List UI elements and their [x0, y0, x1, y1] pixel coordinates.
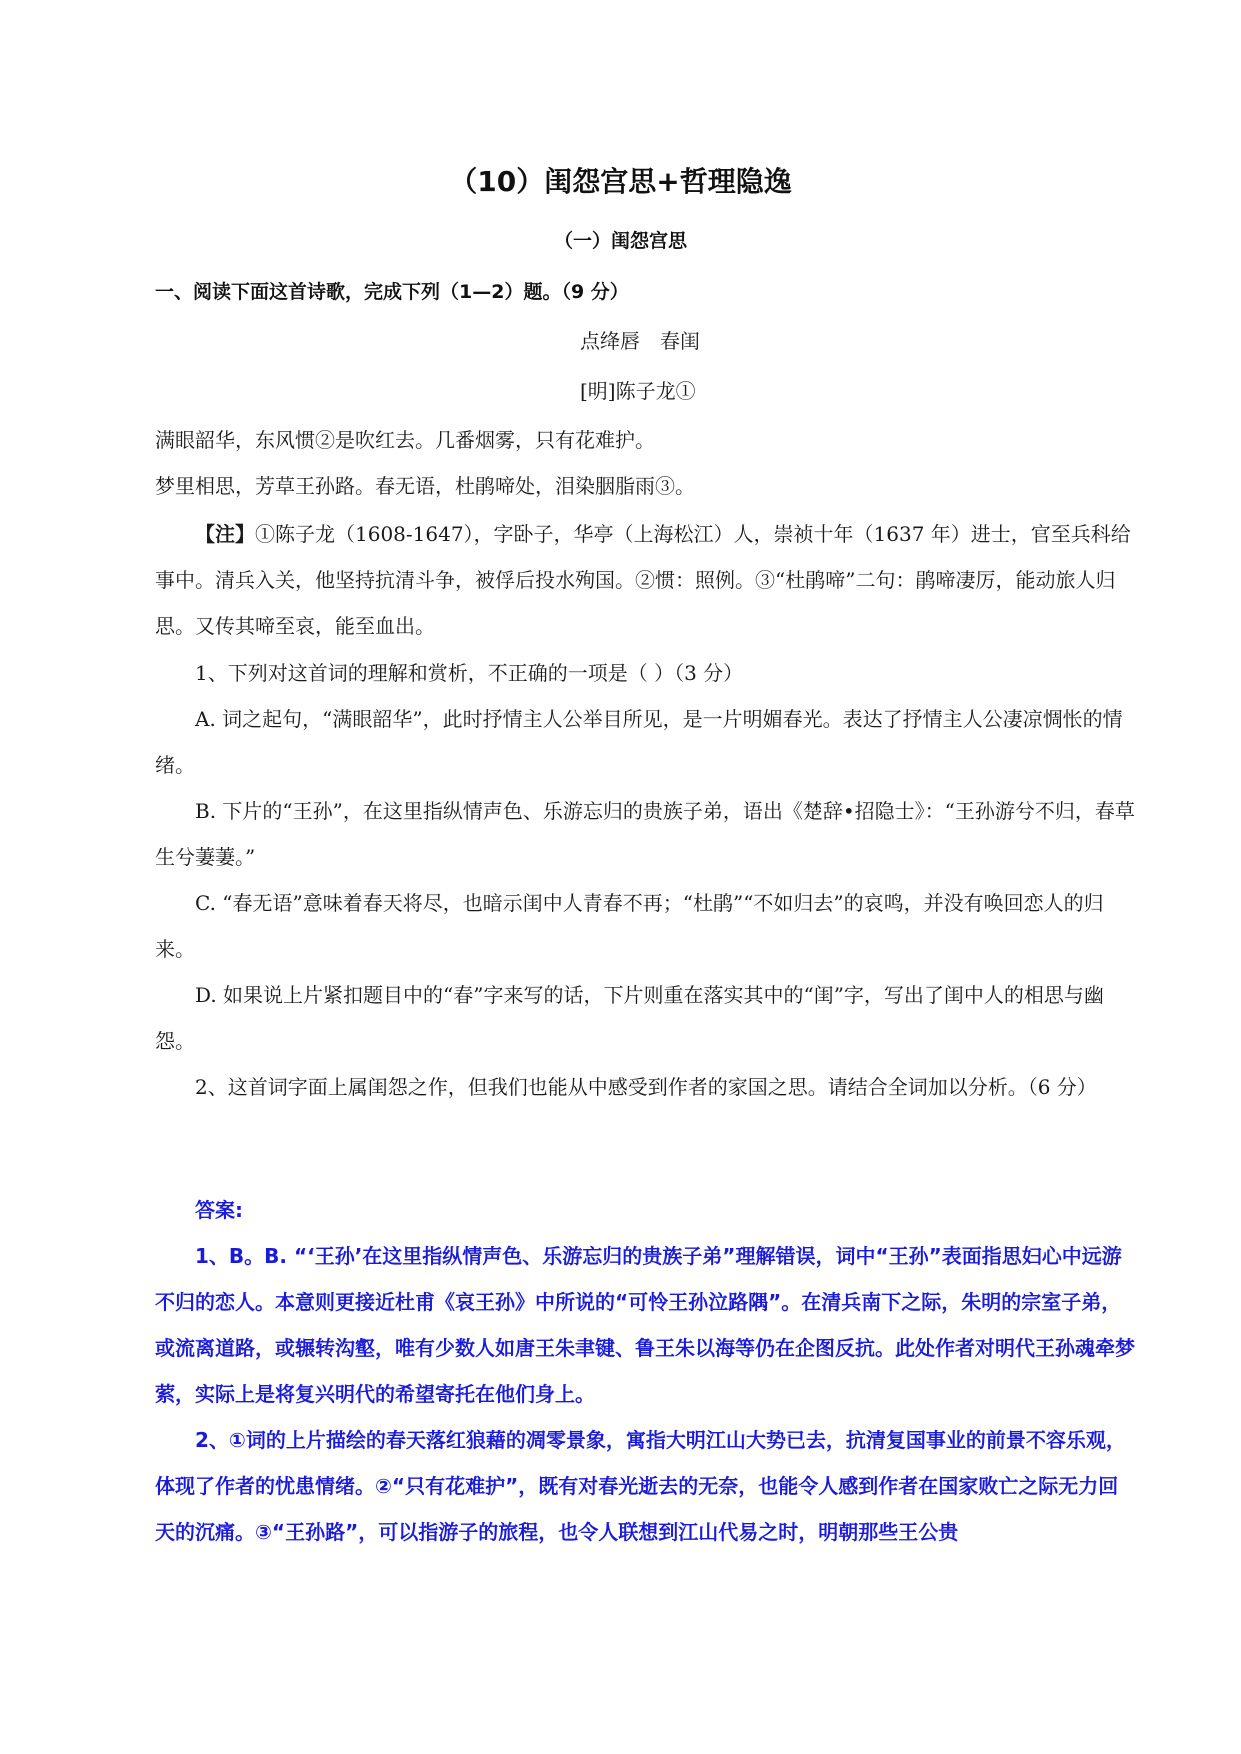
question-stem: 1、下列对这首词的理解和赏析，不正确的一项是（ ）（3 分） [195, 661, 744, 685]
note-label: 【注】 [195, 522, 255, 546]
option-d: D. 如果说上片紧扣题目中的“春”字来写的话，下片则重在落实其中的“闺”字，写出了闺中人的相思与幽怨。 [155, 983, 1104, 1053]
section-subtitle: （一）闺怨宫思 [553, 230, 687, 252]
poem-line: 梦里相思，芳草王孙路。春无语，杜鹃啼处，泪染胭脂雨③。 [155, 474, 695, 498]
poem-line: 满眼韶华，东风惯②是吹红去。几番烟雾，只有花难护。 [155, 428, 655, 452]
poem-author: [明]陈子龙① [580, 379, 696, 403]
note-paragraph [155, 511, 1135, 649]
option-a: A. 词之起句，“满眼韶华”，此时抒情主人公举目所见，是一片明媚春光。表达了抒情主人公凄凉惆怅的情绪。 [155, 707, 1123, 777]
note-text: ①陈子龙（1608-1647），字卧子，华亭（上海松江）人，崇祯十年（1637 年）进士，官至兵科给事中。清兵入关，他坚持抗清斗争，被俘后投水殉国。②惯：照例。③“杜鹃啼”二句：鹃啼凄厉，能动旅人归思。又传其啼至哀，能至血出。 [155, 522, 1131, 638]
page-title: （10）闺怨宫思+哲理隐逸 [449, 165, 792, 198]
poem-body [155, 417, 1135, 509]
answer-label: 答案: [195, 1198, 243, 1222]
question-stem: 2、这首词字面上属闺怨之作，但我们也能从中感受到作者的家国之思。请结合全词加以分析。（6 分） [195, 1075, 1097, 1099]
answer-item: 1、B。B. “‘王孙’在这里指纵情声色、乐游忘归的贵族子弟”理解错误，词中“王孙”表面指思妇心中远游不归的恋人。本意则更接近杜甫《哀王孙》中所说的“可怜王孙泣路隅”。在清兵南下之际，朱明的宗室子弟，或流离道路，或辗转沟壑，唯有少数人如唐王朱聿键、鲁王朱以海等仍在企图反抗。此处作者对明代王孙魂牵梦萦，实际上是将复兴明代的希望寄托在他们身上。 [155, 1244, 1135, 1406]
option-b: B. 下片的“王孙”，在这里指纵情声色、乐游忘归的贵族子弟，语出《楚辞•招隐士》：“王孙游兮不归，春草生兮萋萋。” [155, 799, 1135, 869]
question-heading: 一、阅读下面这首诗歌，完成下列（1—2）题。（9 分） [155, 281, 629, 303]
option-c: C. “春无语”意味着春天将尽，也暗示闺中人青春不再；“杜鹃”“不如归去”的哀鸣，并没有唤回恋人的归来。 [155, 891, 1104, 961]
poem-title: 点绛唇 春闺 [580, 329, 700, 353]
answer-item: 2、①词的上片描绘的春天落红狼藉的凋零景象，寓指大明江山大势已去，抗清复国事业的前景不容乐观，体现了作者的忧患情绪。②“只有花难护”，既有对春光逝去的无奈，也能令人感到作者在国家败亡之际无力回天的沉痛。③“王孙路”，可以指游子的旅程，也令人联想到江山代易之时，明朝那些王公贵 [155, 1428, 1126, 1544]
answer-block [155, 1187, 1135, 1555]
note-block [155, 511, 1135, 649]
questions-block [155, 650, 1135, 1110]
